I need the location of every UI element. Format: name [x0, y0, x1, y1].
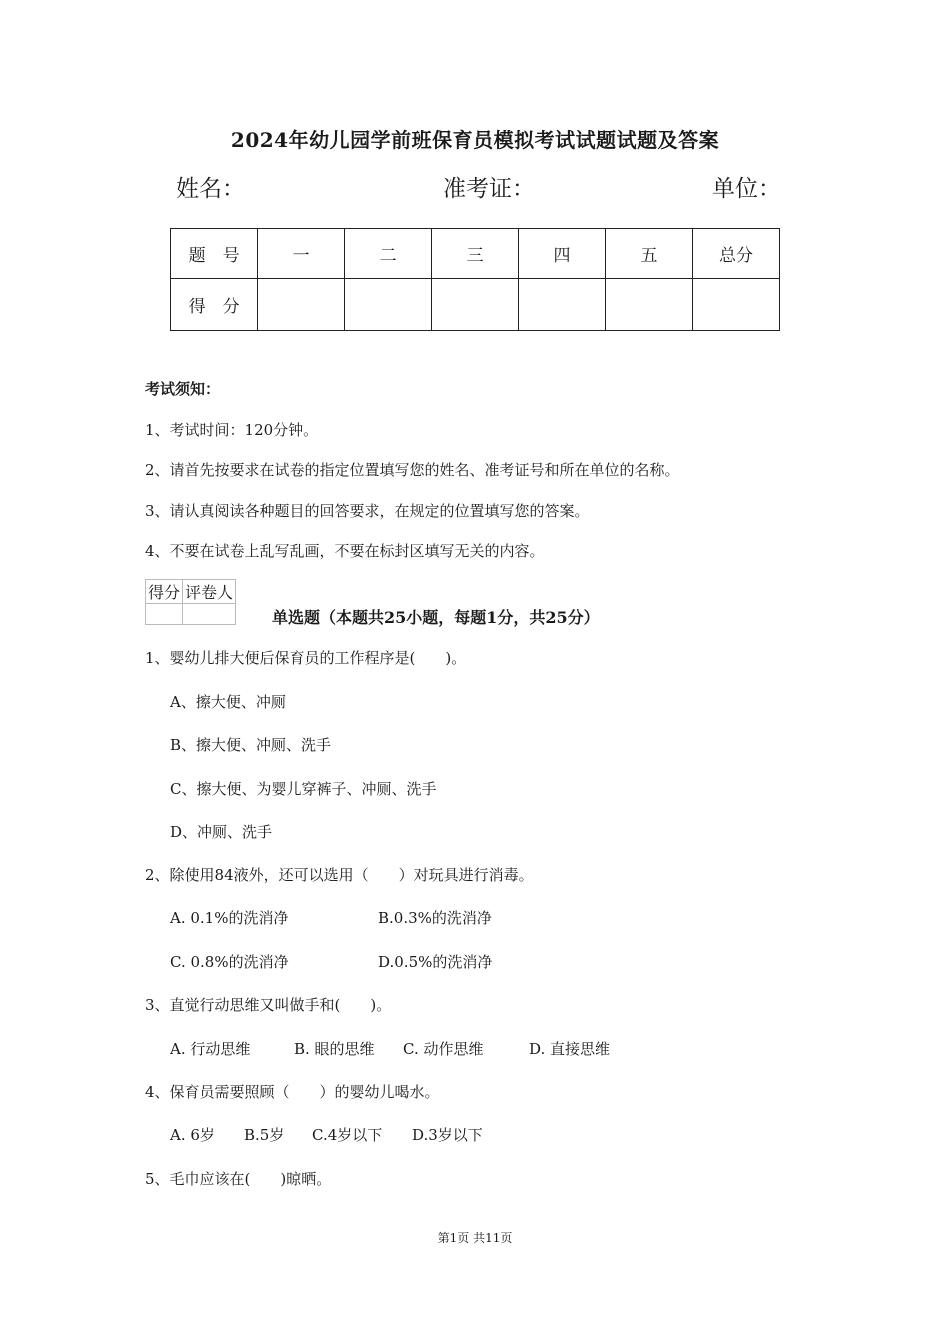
- question-option: B. 眼的思维: [294, 1040, 375, 1058]
- grade-box: [145, 579, 236, 625]
- score-table-score-row: [171, 279, 780, 331]
- question-option: D.3岁以下: [412, 1126, 483, 1144]
- page-footer: 第1页 共11页: [437, 1231, 513, 1245]
- question-option: C. 动作思维: [403, 1040, 484, 1058]
- grade-box-grader-cell[interactable]: [183, 604, 236, 625]
- score-cell[interactable]: [258, 279, 345, 331]
- score-table-header-cell: 二: [345, 229, 432, 279]
- question-option: C、擦大便、为婴儿穿裤子、冲厕、洗手: [170, 780, 437, 798]
- notice-heading: 考试须知：: [145, 380, 221, 398]
- question-stem: 4、保育员需要照顾（ ）的婴幼儿喝水。: [145, 1083, 440, 1101]
- score-cell[interactable]: [432, 279, 519, 331]
- question-option: B.5岁: [244, 1126, 285, 1144]
- score-cell[interactable]: [519, 279, 606, 331]
- question-option: B.0.3%的洗消净: [378, 909, 492, 927]
- question-option: A、擦大便、冲厕: [170, 693, 286, 711]
- score-cell[interactable]: [606, 279, 693, 331]
- name-label: 姓名：: [176, 176, 245, 202]
- notice-item: 1、考试时间：120分钟。: [145, 421, 319, 439]
- score-table-header-cell: 四: [519, 229, 606, 279]
- question-option: A. 6岁: [170, 1126, 215, 1144]
- score-row-label: 得 分: [171, 279, 258, 331]
- question-option: B、擦大便、冲厕、洗手: [170, 736, 332, 754]
- grade-box-score-label: 得分: [146, 580, 183, 604]
- score-table-header-row: [171, 229, 780, 279]
- question-option: D.0.5%的洗消净: [378, 953, 493, 971]
- section-title: 单选题（本题共25小题，每题1分，共25分）: [272, 608, 600, 627]
- notice-item: 4、不要在试卷上乱写乱画，不要在标封区填写无关的内容。: [145, 542, 545, 560]
- question-option: A. 行动思维: [170, 1040, 251, 1058]
- grade-box-score-cell[interactable]: [146, 604, 183, 625]
- score-table-header-cell: 五: [606, 229, 693, 279]
- score-cell[interactable]: [345, 279, 432, 331]
- question-option: D、冲厕、洗手: [170, 823, 273, 841]
- score-cell[interactable]: [692, 279, 779, 331]
- question-option: C.4岁以下: [312, 1126, 383, 1144]
- unit-label: 单位：: [712, 176, 781, 202]
- score-table-header-cell: 题 号: [171, 229, 258, 279]
- question-stem: 1、婴幼儿排大便后保育员的工作程序是( )。: [145, 649, 467, 667]
- page-title: 2024年幼儿园学前班保育员模拟考试试题试题及答案: [230, 128, 720, 152]
- score-table-header-cell: 一: [258, 229, 345, 279]
- question-stem: 3、直觉行动思维又叫做手和( )。: [145, 996, 392, 1014]
- question-option: C. 0.8%的洗消净: [170, 953, 289, 971]
- score-table-header-cell: 总分: [692, 229, 779, 279]
- question-stem: 2、除使用84液外，还可以选用（ ）对玩具进行消毒。: [145, 866, 534, 884]
- question-option: A. 0.1%的洗消净: [170, 909, 289, 927]
- score-table-header-cell: 三: [432, 229, 519, 279]
- notice-item: 3、请认真阅读各种题目的回答要求，在规定的位置填写您的答案。: [145, 502, 590, 520]
- grade-box-grader-label: 评卷人: [183, 580, 236, 604]
- question-stem: 5、毛巾应该在( )晾晒。: [145, 1170, 332, 1188]
- score-table: [170, 228, 780, 331]
- exam-id-label: 准考证：: [443, 176, 535, 202]
- notice-item: 2、请首先按要求在试卷的指定位置填写您的姓名、准考证号和所在单位的名称。: [145, 461, 680, 479]
- question-option: D. 直接思维: [529, 1040, 611, 1058]
